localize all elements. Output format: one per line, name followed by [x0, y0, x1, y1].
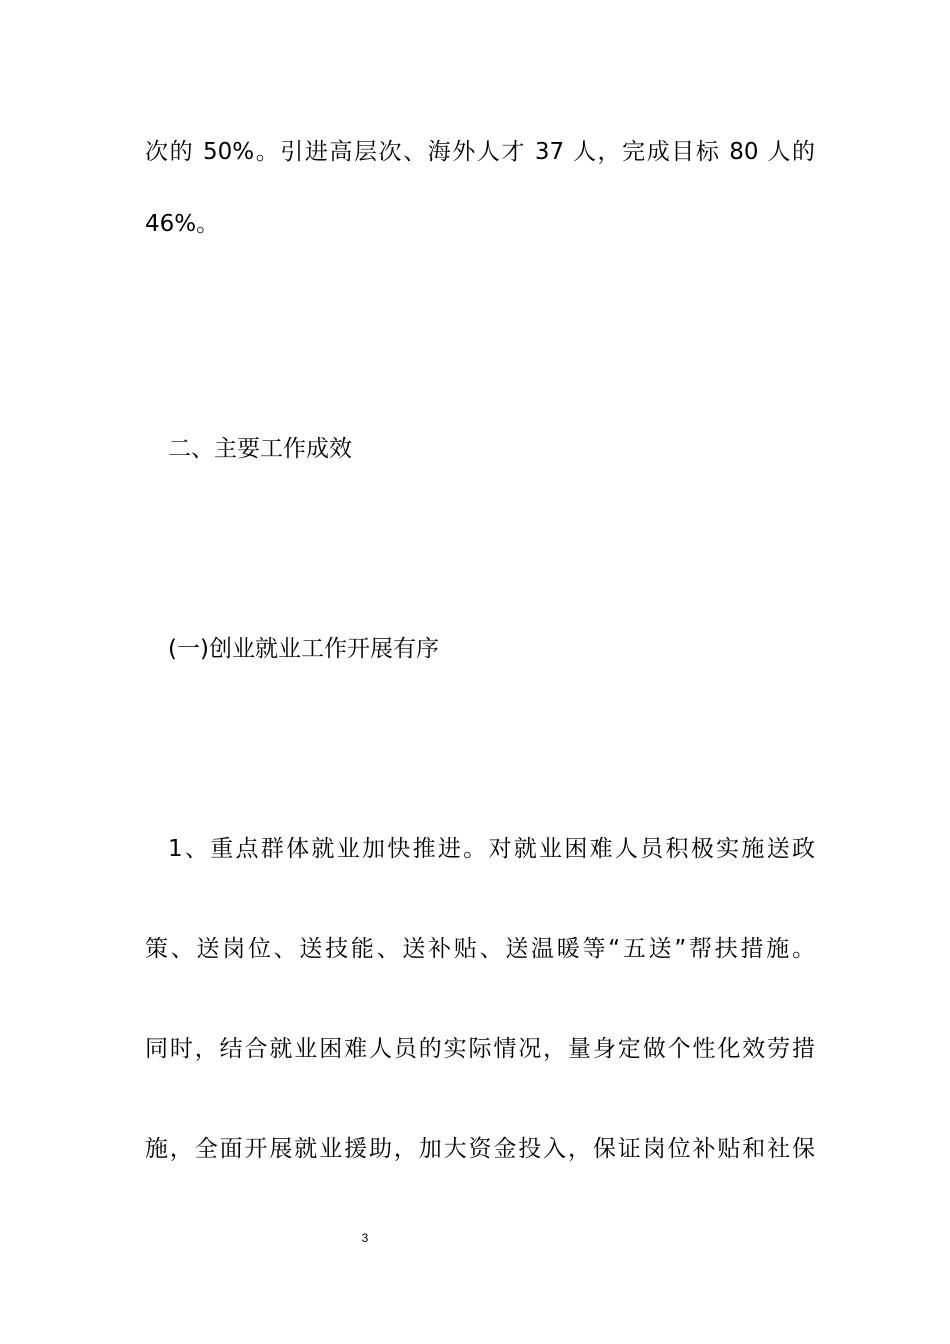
paragraph-line-4: 施，全面开展就业援助，加大资金投入，保证岗位补贴和社保	[145, 1136, 815, 1162]
subsection-heading: (一)创业就业工作开展有序	[168, 636, 439, 662]
page-number: 3	[361, 1231, 369, 1245]
paragraph-line-3: 同时，结合就业困难人员的实际情况，量身定做个性化效劳措	[145, 1036, 815, 1062]
continuation-line-1: 次的 50%。引进高层次、海外人才 37 人，完成目标 80 人的	[145, 139, 815, 165]
section-heading: 二、主要工作成效	[168, 436, 352, 462]
paragraph-line-1: 1、重点群体就业加快推进。对就业困难人员积极实施送政	[168, 836, 815, 862]
paragraph-line-2: 策、送岗位、送技能、送补贴、送温暖等“五送”帮扶措施。	[145, 936, 815, 962]
continuation-line-2: 46%。	[145, 211, 220, 237]
